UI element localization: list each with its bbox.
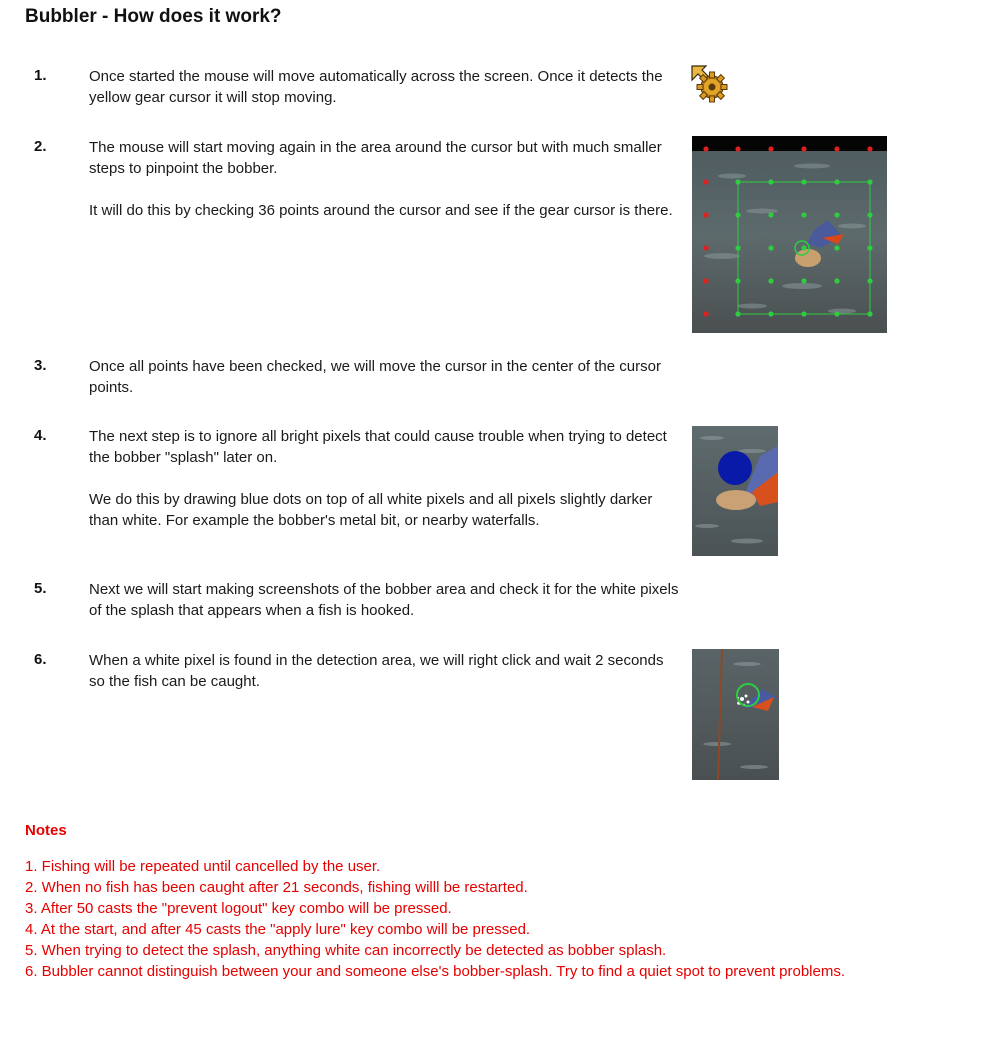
scan-point xyxy=(801,311,806,316)
scan-point xyxy=(834,179,839,184)
scan-point xyxy=(834,146,839,151)
gear-cursor-icon xyxy=(690,64,730,104)
scan-point xyxy=(703,212,708,217)
step-3-paragraph-1: Once all points have been checked, we will move the cursor in the center of the cursor points. xyxy=(89,358,661,396)
step-3-number: 3. xyxy=(34,357,47,374)
step-1-text xyxy=(89,66,681,108)
scan-point xyxy=(768,245,773,250)
step-4-text xyxy=(89,426,681,531)
notes-title: Notes xyxy=(25,822,67,839)
step-2-paragraph-1: The mouse will start moving again in the area around the cursor but with much smaller steps to pinpoint the bobber. xyxy=(89,139,662,177)
step-4-paragraph-2: We do this by drawing blue dots on top of all white pixels and all pixels slightly darker than white. For example the bobber's metal bit, or nearby waterfalls. xyxy=(89,491,653,529)
scan-point xyxy=(735,278,740,283)
step-4-paragraph-1: The next step is to ignore all bright pixels that could cause trouble when trying to detect the bobber "splash" later on. xyxy=(89,428,667,466)
scan-point xyxy=(867,311,872,316)
scan-point xyxy=(703,278,708,283)
scan-point xyxy=(768,311,773,316)
step-1-paragraph-1: Once started the mouse will move automatically across the screen. Once it detects the yellow gear cursor it will stop moving. xyxy=(89,68,663,106)
step-4-number: 4. xyxy=(34,427,47,444)
scan-grid-screenshot xyxy=(692,136,887,333)
scan-point xyxy=(801,179,806,184)
scan-point xyxy=(703,146,708,151)
scan-point xyxy=(735,245,740,250)
scan-point xyxy=(867,212,872,217)
step-3-text xyxy=(89,356,681,398)
scan-point xyxy=(801,146,806,151)
bobber-cork-icon xyxy=(716,490,756,510)
note-item: 2. When no fish has been caught after 21 seconds, fishing willl be restarted. xyxy=(25,879,528,896)
note-item: 6. Bubbler cannot distinguish between your and someone else's bobber-splash. Try to find a quiet spot to prevent problems. xyxy=(25,963,846,980)
scan-point xyxy=(703,245,708,250)
note-item: 5. When trying to detect the splash, anything white can incorrectly be detected as bobber splash. xyxy=(25,942,667,959)
scan-point xyxy=(867,179,872,184)
scan-point xyxy=(735,146,740,151)
note-item: 1. Fishing will be repeated until cancelled by the user. xyxy=(25,858,381,875)
step-2-text xyxy=(89,137,681,221)
scan-point xyxy=(834,212,839,217)
page-title: Bubbler - How does it work? xyxy=(25,6,282,27)
scan-point xyxy=(768,278,773,283)
blue-dot-screenshot xyxy=(692,426,778,556)
scan-point xyxy=(735,179,740,184)
notes-list xyxy=(25,856,975,982)
scan-point xyxy=(867,146,872,151)
step-6-number: 6. xyxy=(34,651,47,668)
step-6-paragraph-1: When a white pixel is found in the detection area, we will right click and wait 2 seconds so the fish can be caught. xyxy=(89,652,664,690)
scan-point xyxy=(801,278,806,283)
step-5-paragraph-1: Next we will start making screenshots of the bobber area and check it for the white pixels of the splash that appears when a fish is hooked. xyxy=(89,581,679,619)
scan-point xyxy=(735,311,740,316)
step-1-number: 1. xyxy=(34,67,47,84)
note-item: 3. After 50 casts the "prevent logout" key combo will be pressed. xyxy=(25,900,452,917)
scan-point xyxy=(703,311,708,316)
scan-point xyxy=(801,212,806,217)
scan-point xyxy=(867,278,872,283)
scan-point xyxy=(703,179,708,184)
blue-dot-icon xyxy=(718,451,752,485)
step-6-text xyxy=(89,650,681,692)
scan-point xyxy=(801,245,806,250)
scan-point xyxy=(768,179,773,184)
step-2-paragraph-2: It will do this by checking 36 points around the cursor and see if the gear cursor is there. xyxy=(89,202,673,219)
scan-point xyxy=(834,311,839,316)
scan-point xyxy=(867,245,872,250)
step-5-text xyxy=(89,579,681,621)
scan-point xyxy=(834,245,839,250)
step-5-number: 5. xyxy=(34,580,47,597)
scan-point xyxy=(735,212,740,217)
splash-screenshot xyxy=(692,649,779,780)
scan-point xyxy=(834,278,839,283)
scan-point xyxy=(768,146,773,151)
note-item: 4. At the start, and after 45 casts the "apply lure" key combo will be pressed. xyxy=(25,921,531,938)
step-2-number: 2. xyxy=(34,138,47,155)
scan-point xyxy=(768,212,773,217)
